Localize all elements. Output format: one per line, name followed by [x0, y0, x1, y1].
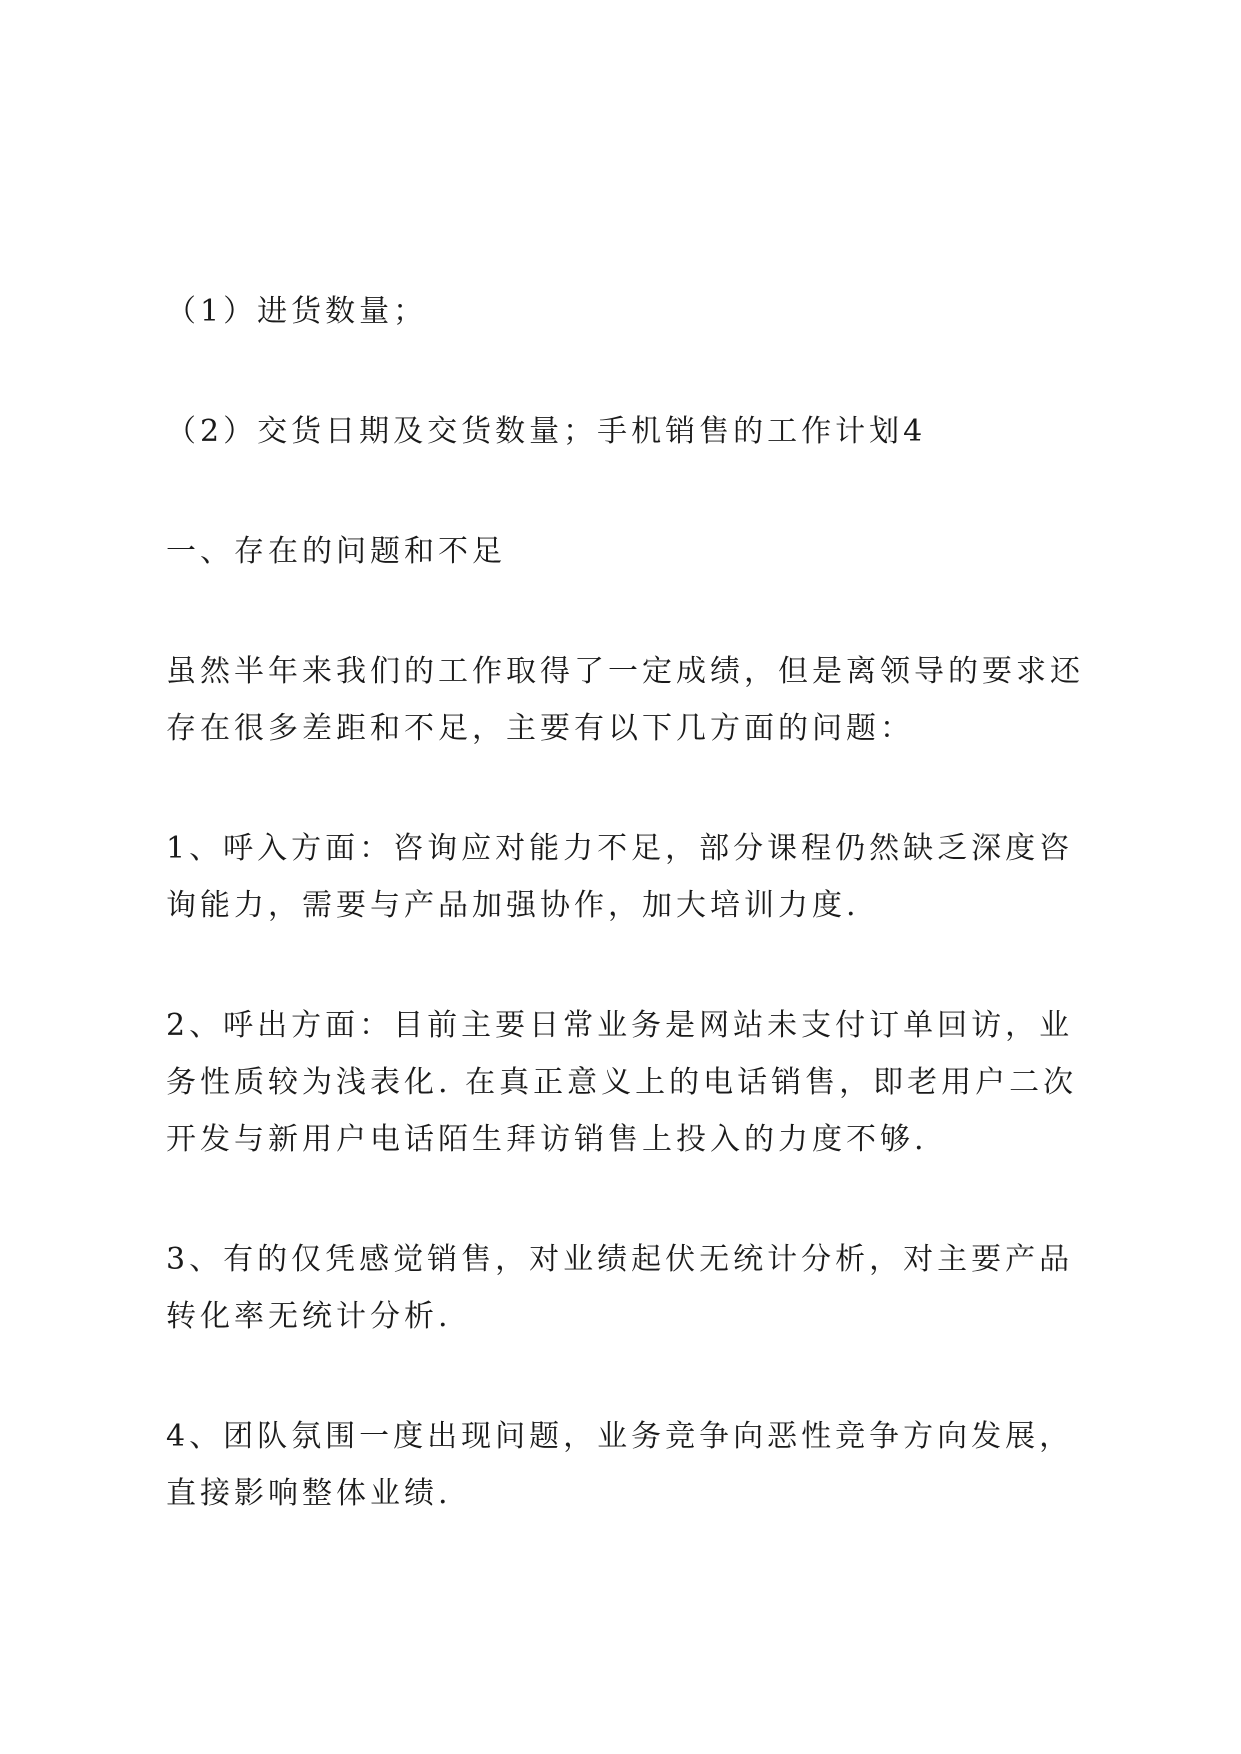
list-item-purchase-quantity: （1）进货数量；	[166, 294, 428, 329]
paragraph-point-2: 2、呼出方面：目前主要日常业务是网站未支付订单回访，业务性质较为浅表化. 在真正意义上的电话销售，即老用户二次开发与新用户电话陌生拜访销售上投入的力度不够.	[166, 1008, 1078, 1157]
document-body	[166, 283, 1091, 1585]
section-heading-problems: 一、存在的问题和不足	[166, 534, 506, 569]
paragraph-point-3: 3、有的仅凭感觉销售，对业绩起伏无统计分析，对主要产品转化率无统计分析.	[166, 1242, 1074, 1334]
paragraph-point-4: 4、团队氛围一度出现问题，业务竞争向恶性竞争方向发展，直接影响整体业绩.	[166, 1419, 1074, 1511]
paragraph-point-1: 1、呼入方面：咨询应对能力不足，部分课程仍然缺乏深度咨询能力，需要与产品加强协作，加大培训力度.	[166, 831, 1074, 923]
list-item-delivery-date: （2）交货日期及交货数量；手机销售的工作计划4	[166, 414, 927, 449]
paragraph-intro: 虽然半年来我们的工作取得了一定成绩，但是离领导的要求还存在很多差距和不足，主要有以下几方面的问题：	[166, 654, 1084, 746]
